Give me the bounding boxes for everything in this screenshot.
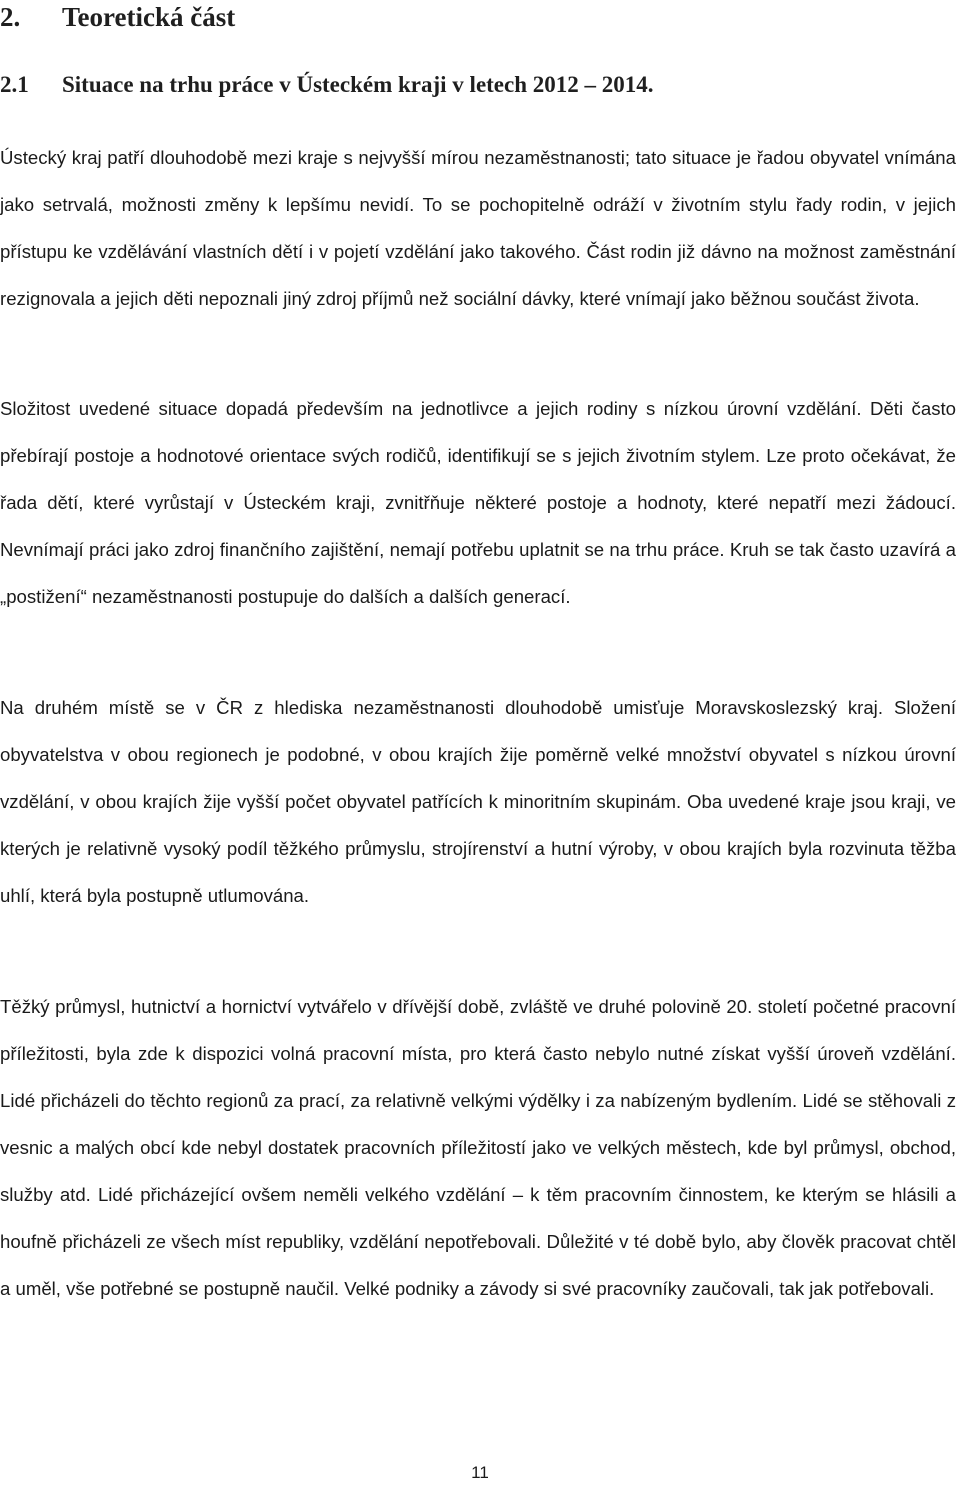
paragraph-moravian-silesian: Na druhém místě se v ČR z hlediska nezaměstnanosti dlouhodobě umisťuje Moravskoslezský kraj. Složení obyvatelstva v obou regionech je podobné, v obou krajích žije poměrně velké množství obyvatel s nízkou úrovní vzdělání, v obou krajích žije vyšší počet obyvatel patřících k minoritním skupinám. Oba uvedené kraje jsou kraji, ve kterých je relativně vysoký podíl těžkého průmyslu, strojírenství a hutní výroby, v obou krajích byla rozvinuta těžba uhlí, která byla postupně utlumována.: [0, 697, 956, 906]
chapter-heading: [0, 0, 235, 34]
chapter-title: Teoretická část: [62, 2, 236, 32]
paragraph-unemployment-region: Ústecký kraj patří dlouhodobě mezi kraje s nejvyšší mírou nezaměstnanosti; tato situace je řadou obyvatel vnímána jako setrvalá, možnosti změny k lepšímu nevidí. To se pochopitelně odráží v životním stylu řady rodin, v jejich přístupu ke vzdělávání vlastních dětí i v pojetí vzdělání jako takového. Část rodin již dávno na možnost zaměstnání rezignovala a jejich děti nepoznali jiný zdroj příjmů než sociální dávky, které vnímají jako běžnou součást života.: [0, 147, 956, 309]
paragraph-heavy-industry: Těžký průmysl, hutnictví a hornictví vytvářelo v dřívější době, zvláště ve druhé polovině 20. století početné pracovní příležitosti, byla zde k dispozici volná pracovní místa, pro která často nebylo nutné získat vyšší úroveň vzdělání. Lidé přicházeli do těchto regionů za prací, za relativně velkými výdělky i za nabízeným bydlením. Lidé se stěhovali z vesnic a malých obcí kde nebyl dostatek pracovních příležitostí jako ve velkých městech, kde byl průmysl, obchod, služby atd. Lidé přicházející ovšem neměli velkého vzdělání – k těm pracovním činnostem, ke kterým se hlásili a houfně přicházeli ze všech míst republiky, vzdělání nepotřebovali. Důležité v té době bylo, aby člověk pracovat chtěl a uměl, vše potřebné se postupně naučil. Velké podniky a závody si své pracovníky zaučovali, tak jak potřebovali.: [0, 996, 956, 1299]
page-number: 11: [471, 1463, 489, 1482]
section-heading: [0, 68, 654, 102]
paragraph-education-complexity: Složitost uvedené situace dopadá především na jednotlivce a jejich rodiny s nízkou úrovní vzdělání. Děti často přebírají postoje a hodnotové orientace svých rodičů, identifikují se s jejich životním stylem. Lze proto očekávat, že řada dětí, které vyrůstají v Ústeckém kraji, zvnitřňuje některé postoje a hodnoty, které nepatří mezi žádoucí. Nevnímají práci jako zdroj finančního zajištění, nemají potřebu uplatnit se na trhu práce. Kruh se tak často uzavírá a „postižení“ nezaměstnanosti postupuje do dalších a dalších generací.: [0, 398, 956, 607]
section-number: 2.1: [0, 72, 29, 97]
chapter-number: 2.: [0, 2, 21, 32]
section-title: Situace na trhu práce v Ústeckém kraji v letech 2012 – 2014.: [62, 72, 654, 97]
